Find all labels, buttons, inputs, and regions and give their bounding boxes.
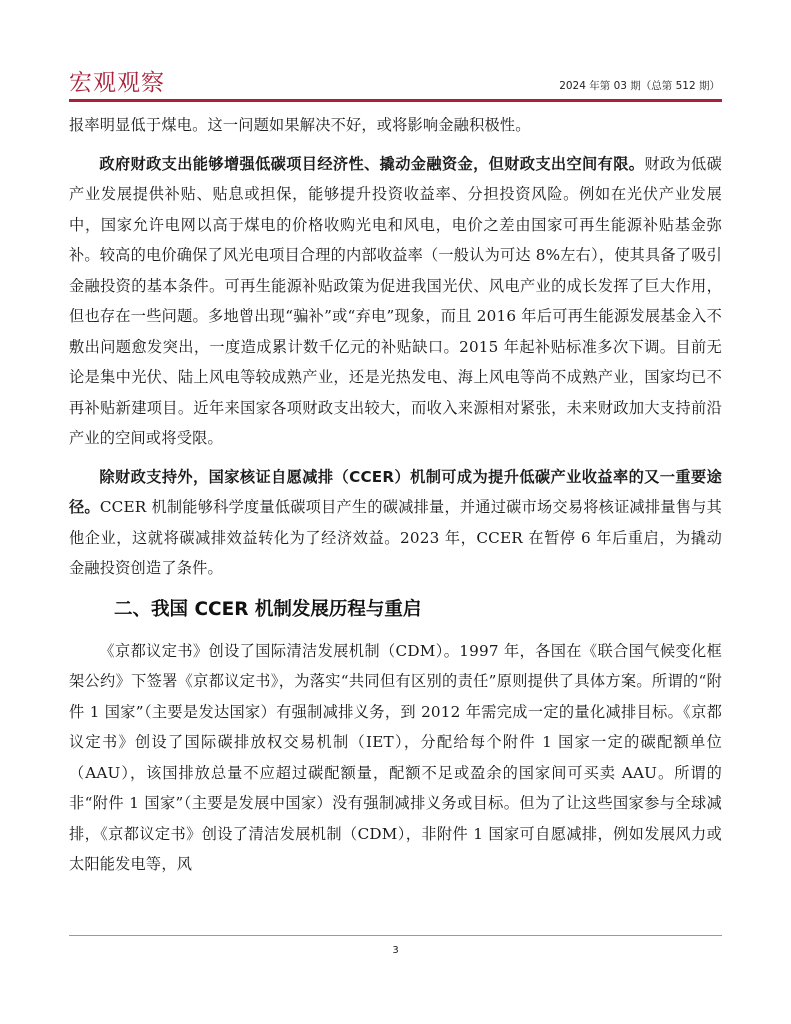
- paragraph-kyoto-protocol: [69, 636, 722, 880]
- publication-title: 宏观观察: [69, 70, 165, 96]
- header-divider: [69, 99, 722, 102]
- paragraph-lead: 除财政支持外，国家核证自愿减排（CCER）机制可成为提升低碳产业收益率的又一重要途径。: [69, 467, 722, 516]
- paragraph-text: 1997 年，各国在《联合国气候变化框架公约》下签署《京都议定书》，为落实“共同但有区别的责任”原则提供了具体方案。所谓的“附件 1 国家”（主要是发达国家）有强制减排义务，到 2012 年需完成一定的量化减排目标。《京都议定书》创设了国际碳排放权交易机制（IET），分配给每个附件 1 国家一定的碳配额单位（AAU），该国排放总量不应超过碳配额量，配额不足或盈余的国家间可买卖 AAU。所谓的非“附件 1 国家”（主要是发展中国家）没有强制减排义务或目标。但为了让这些国家参与全球减排，《京都议定书》创设了清洁发展机制（CDM），非附件 1 国家可自愿减排，例如发展风力或太阳能发电等，风: [69, 641, 722, 873]
- section-heading: 二、我国 CCER 机制发展历程与重启: [114, 598, 422, 620]
- paragraph-ccer-intro: [69, 462, 722, 584]
- paragraph-fiscal-support: [69, 149, 722, 454]
- paragraph-text: CCER 机制能够科学度量低碳项目产生的碳减排量，并通过碳市场交易将核证减排量售与其他企业，这就将碳减排效益转化为了经济效益。2023 年，CCER 在暂停 6 年后重启，为撬动金融投资创造了条件。: [69, 498, 722, 577]
- paragraph-lead: 政府财政支出能够增强低碳项目经济性、撬动金融资金，但财政支出空间有限。: [99, 154, 645, 173]
- footer-divider: [69, 935, 722, 936]
- paragraph-lead: 《京都议定书》创设了国际清洁发展机制（CDM）。: [99, 641, 460, 660]
- page-number: 3: [392, 945, 399, 956]
- page-header: [69, 62, 722, 106]
- issue-number: 2024 年第 03 期（总第 512 期）: [559, 80, 720, 92]
- article-body: [69, 110, 722, 880]
- paragraph-continued: 报率明显低于煤电。这一问题如果解决不好，或将影响金融积极性。: [69, 116, 531, 134]
- paragraph-text: 财政为低碳产业发展提供补贴、贴息或担保，能够提升投资收益率、分担投资风险。例如在光伏产业发展中，国家允许电网以高于煤电的价格收购光电和风电，电价之差由国家可再生能源补贴基金弥补。较高的电价确保了风光电项目合理的内部收益率（一般认为可达 8%左右），使其具备了吸引金融投资的基本条件。可再生能源补贴政策为促进我国光伏、风电产业的成长发挥了巨大作用，但也存在一些问题。多地曾出现“骗补”或“弃电”现象，而且 2016 年后可再生能源发展基金入不敷出问题愈发突出，一度造成累计数千亿元的补贴缺口。2015 年起补贴标准多次下调。目前无论是集中光伏、陆上风电等较成熟产业，还是光热发电、海上风电等尚不成熟产业，国家均已不再补贴新建项目。近年来国家各项财政支出较大，而收入来源相对紧张，未来财政加大支持前沿产业的空间或将受限。: [69, 154, 723, 447]
